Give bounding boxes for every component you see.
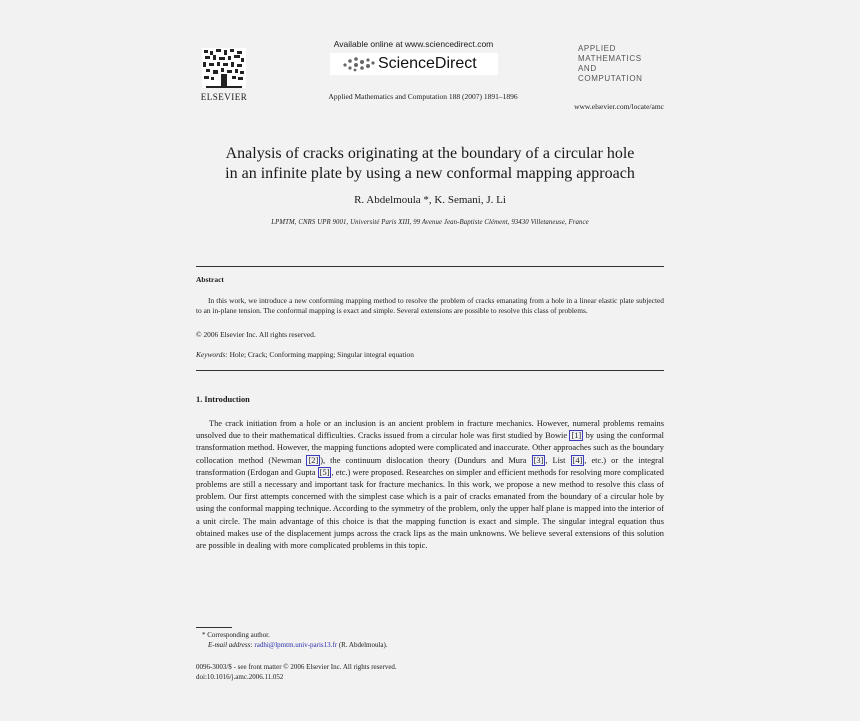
abstract-copyright: © 2006 Elsevier Inc. All rights reserved.	[196, 330, 316, 339]
sciencedirect-availability[interactable]: Available online at www.sciencedirect.com	[333, 39, 494, 49]
keywords-label: Keywords:	[196, 350, 228, 359]
intro-text-segment: , etc.) or the integral transformation (Erdogan and Gupta	[196, 455, 665, 477]
journal-logo	[578, 44, 664, 84]
intro-text-segment: , List	[545, 455, 571, 465]
sciencedirect-dots-icon	[342, 56, 376, 72]
email-footnote	[208, 640, 676, 650]
abstract-bottom-rule	[196, 370, 664, 371]
front-matter-note: 0096-3003/$ - see front matter © 2006 Elsevier Inc. All rights reserved.	[196, 663, 397, 671]
intro-text-segment: The crack initiation from a hole or an inclusion is an ancient problem in fracture mechanics. However, numeral problems remains unsolved due to their mathematical difficulties. Cracks issued from a circular hole was first studied by Bowie	[196, 419, 664, 441]
journal-logo-line: COMPUTATION	[578, 74, 643, 83]
doi-link[interactable]: doi:10.1016/j.amc.2006.11.052	[196, 673, 284, 681]
journal-reference: Applied Mathematics and Computation 188 (2007) 1891–1896	[328, 92, 518, 101]
journal-logo-line: AND	[578, 64, 597, 73]
citation-link-4[interactable]: [4]	[572, 455, 583, 465]
author-email-link[interactable]: radhi@lpmtm.univ-paris13.fr	[254, 641, 338, 649]
email-label: E-mail address:	[208, 641, 253, 649]
introduction-body	[196, 418, 664, 552]
author-list: R. Abdelmoula *, K. Semani, J. Li	[354, 194, 506, 206]
publisher-name: ELSEVIER	[200, 92, 248, 102]
citation-link-3[interactable]: [3]	[533, 455, 544, 465]
author-affiliation: LPMTM, CNRS UPR 9001, Université Paris XIII, 99 Avenue Jean-Baptiste Clément, 93430 Villetaneuse, France	[271, 219, 589, 226]
keywords-list: Hole; Crack; Conforming mapping; Singular integral equation	[229, 350, 414, 359]
title-line-1: Analysis of cracks originating at the boundary of a circular hole	[225, 145, 635, 162]
citation-link-2[interactable]: [2]	[308, 455, 319, 465]
intro-text-segment: by using the conformal transformation method. However, the mapping functions adopted were complicated and inaccurate. Other approaches such as the boundary collocation method (Newman	[196, 431, 664, 465]
keywords-line	[196, 350, 664, 360]
journal-url-link[interactable]: www.elsevier.com/locate/amc	[574, 102, 664, 111]
corresponding-author-note: * Corresponding author.	[202, 631, 270, 639]
abstract-top-rule	[196, 266, 664, 267]
abstract-text: In this work, we introduce a new conforming mapping method to resolve the problem of cracks emanating from a hole in a linear elastic plate subjected to an in-plane tension. The conformal mapping is exact and simple. Several extensions are possible to resolve this class of problems.	[196, 296, 664, 315]
intro-text-segment: ), the continuum dislocation theory (Dundurs and Mura	[320, 455, 532, 465]
paper-page	[196, 34, 664, 694]
journal-logo-line: MATHEMATICS	[578, 54, 642, 63]
journal-logo-line: APPLIED	[578, 44, 616, 53]
footnote-rule	[196, 627, 232, 628]
title-line-2: in an infinite plate by using a new conformal mapping approach	[225, 165, 635, 182]
email-owner: (R. Abdelmoula).	[338, 641, 388, 649]
intro-text-segment: , etc.) were proposed. Researches on simpler and efficient methods for resolving more complicated problems are still a necessary and important task for fracture mechanics. In this work, we propose a new method to resolve this class of problem. Our first attempts concerned with the simplest case which is a pair of cracks emanated from the boundary of a circular hole by using the conformal mapping technique. According to the symmetry of the problem, only the upper half plane is mapped into the interior of a unit circle. The main advantage of this choice is that the mapping function is exact and simple. The singular integral equation thus obtained makes use of the displacement jumps across the crack lips as the main unknowns. We believe several extensions of this solution are possible in dealing with more complicated problems in this topic.	[196, 467, 664, 551]
citation-link-5[interactable]: [5]	[319, 467, 330, 477]
introduction-heading: 1. Introduction	[196, 395, 250, 404]
sciencedirect-brand: ScienceDirect	[378, 55, 477, 72]
citation-link-1[interactable]: [1]	[571, 431, 582, 441]
abstract-heading: Abstract	[196, 275, 224, 284]
article-title	[196, 144, 664, 184]
